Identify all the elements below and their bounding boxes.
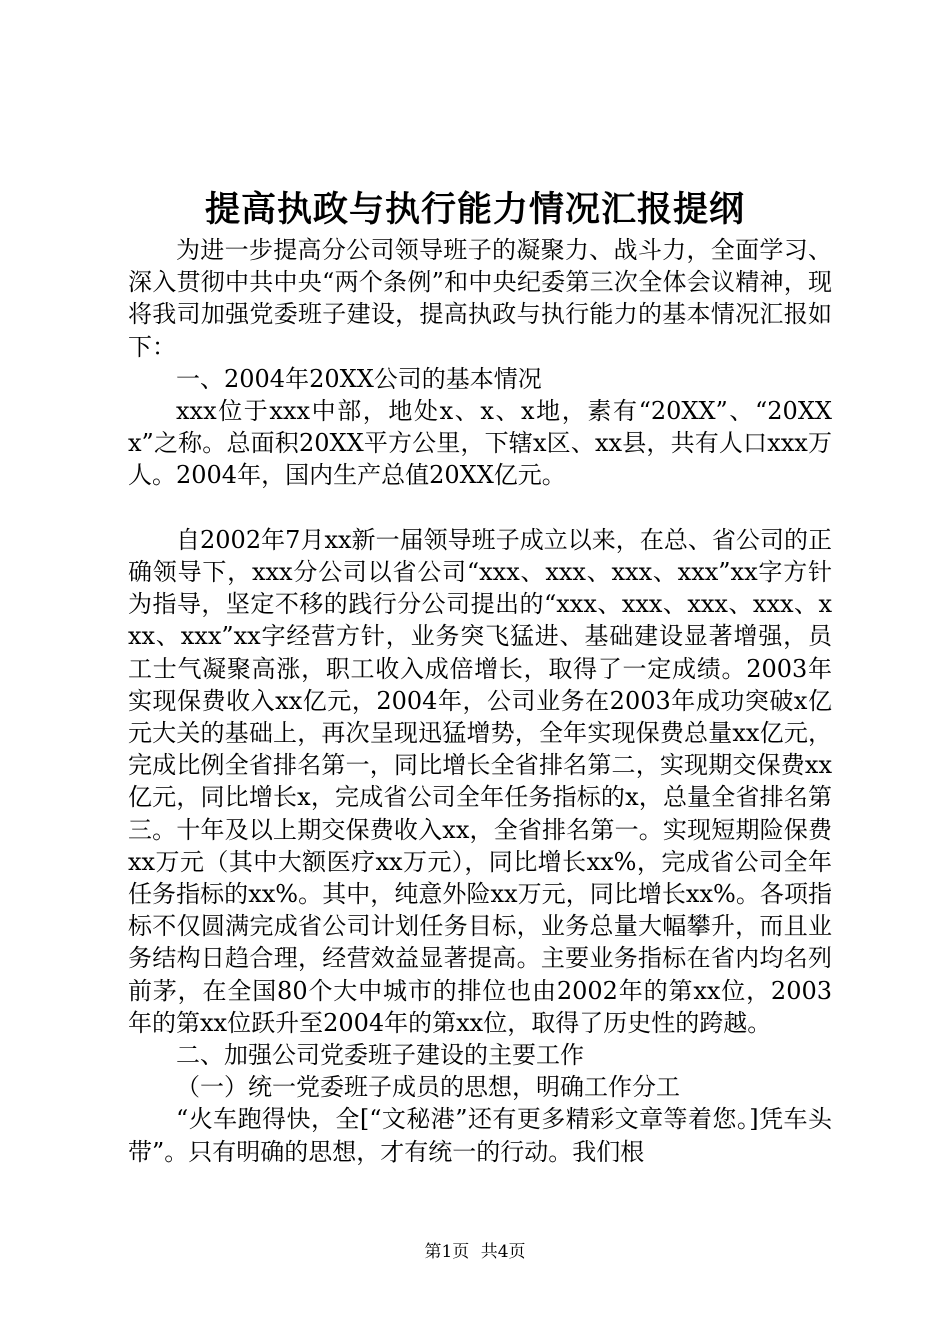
overview-paragraph: xxx位于xxx中部，地处x、x、x地，素有“20XX”、“20XXx”之称。总面积20XX平方公里，下辖x区、xx县，共有人口xxx万人。2004年，国内生产总值20XX亿元。	[128, 397, 832, 490]
document-title: 提高执政与执行能力情况汇报提纲	[204, 189, 745, 230]
paragraph-spacer	[128, 492, 832, 524]
section-heading-2: 二、加强公司党委班子建设的主要工作	[176, 1041, 584, 1070]
page-number: 第1页 共4页	[424, 1242, 526, 1262]
section-heading-1: 一、2004年20XX公司的基本情况	[176, 364, 542, 393]
subsection-heading-1: （一）统一党委班子成员的思想，明确工作分工	[176, 1073, 680, 1102]
performance-paragraph: 自2002年7月xx新一届领导班子成立以来，在总、省公司的正确领导下，xxx分公司以省公司“xxx、xxx、xxx、xxx”xx字方针为指导，坚定不移的践行分公司提出的“xxx、xxx、xxx、xxx、xxx、xxx”xx字经营方针，业务突飞猛进、基础建设显著增强，员工士气凝聚高涨，职工收入成倍增长，取得了一定成绩。2003年实现保费收入xx亿元，2004年，公司业务在2003年成功突破x亿元大关的基础上，再次呈现迅猛增势，全年实现保费总量xx亿元，完成比例全省排名第一，同比增长全省排名第二，实现期交保费xx亿元，同比增长x，完成省公司全年任务指标的x，总量全省排名第三。十年及以上期交保费收入xx，全省排名第一。实现短期险保费xx万元（其中大额医疗xx万元），同比增长xx%，完成省公司全年任务指标的xx%。其中，纯意外险xx万元，同比增长xx%。各项指标不仅圆满完成省公司计划任务目标，业务总量大幅攀升，而且业务结构日趋合理，经营效益显著提高。主要业务指标在省内均名列前茅，在全国80个大中城市的排位也由2002年的第xx位，2003年的第xx位跃升至2004年的第xx位，取得了历史性的跨越。	[128, 525, 832, 1037]
closing-paragraph: “火车跑得快，全[“文秘港”还有更多精彩文章等着您。]凭车头带”。只有明确的思想，才有统一的行动。我们根	[128, 1105, 832, 1166]
document-body	[128, 234, 832, 1168]
intro-paragraph: 为进一步提高分公司领导班子的凝聚力、战斗力，全面学习、深入贯彻中共中央“两个条例”和中央纪委第三次全体会议精神，现将我司加强党委班子建设，提高执政与执行能力的基本情况汇报如下：	[128, 236, 832, 361]
